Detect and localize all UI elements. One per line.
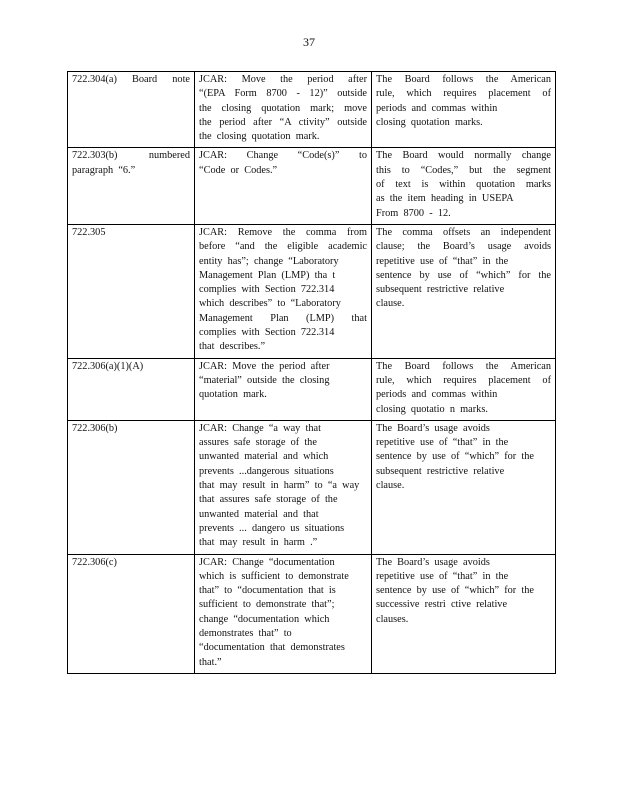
text-line: 722.305: [72, 226, 106, 238]
text-line: periods and commas within: [376, 102, 498, 114]
text-line: From 8700 - 12.: [376, 207, 451, 219]
text-line: sentence by use of “which” for the: [376, 451, 534, 463]
text-line: closing quotatio n marks.: [376, 403, 488, 415]
text-line: which describes” to “Laboratory: [199, 298, 341, 310]
text-line: before “and the eligible academic: [199, 241, 367, 253]
text-line: which is sufficient to demonstrate: [199, 570, 349, 582]
text-line: the period after “A ctivity” outside: [199, 116, 367, 128]
text-line: “(EPA Form 8700 - 12)” outside: [199, 88, 367, 100]
text-line: “documentation that demonstrates: [199, 642, 345, 654]
text-line: The Board follows the American: [376, 360, 551, 372]
text-line: that may result in harm” to “a way: [199, 480, 360, 492]
text-line: 722.303(b) numbered: [72, 150, 190, 162]
text-line: sentence by use of “which” for the: [376, 269, 551, 281]
table-row: [68, 148, 556, 224]
text-line: clause.: [376, 480, 405, 492]
text-line: The Board’s usage avoids: [376, 422, 490, 434]
text-line: The Board’s usage avoids: [376, 556, 490, 568]
reason-cell: [372, 72, 556, 148]
text-line: 722.306(a)(1)(A): [72, 360, 144, 372]
text-line: JCAR: Move the period after: [199, 360, 330, 372]
text-line: prevents ... dangero us situations: [199, 522, 345, 534]
section-cell: [68, 72, 195, 148]
text-line: repetitive use of “that” in the: [376, 570, 509, 582]
text-line: repetitive use of “that” in the: [376, 255, 509, 267]
text-line: “Code or Codes.”: [199, 164, 278, 176]
text-line: unwanted material and which: [199, 451, 329, 463]
text-line: subsequent restrictive relative: [376, 465, 505, 477]
text-line: the closing quotation mark.: [199, 131, 320, 143]
table-row: [68, 358, 556, 420]
text-line: complies with Section 722.314: [199, 284, 335, 296]
text-line: paragraph “6.”: [72, 164, 136, 176]
text-line: successive restri ctive relative: [376, 599, 508, 611]
reason-cell: [372, 554, 556, 673]
text-line: as the item heading in USEPA: [376, 193, 514, 205]
text-line: JCAR: Change “documentation: [199, 556, 335, 568]
text-line: that” to “documentation that is: [199, 585, 336, 597]
section-cell: [68, 358, 195, 420]
table-row: [68, 420, 556, 554]
table-row: [68, 224, 556, 358]
change-cell: [195, 358, 372, 420]
text-line: JCAR: Change “Code(s)” to: [199, 150, 367, 162]
text-line: that may result in harm .”: [199, 537, 318, 549]
text-line: of text is within quotation marks: [376, 179, 551, 191]
text-line: clause; the Board’s usage avoids: [376, 241, 551, 253]
change-cell: [195, 420, 372, 554]
text-line: this to “Codes,” but the segment: [376, 164, 551, 176]
page-number: 37: [303, 35, 315, 49]
section-cell: [68, 554, 195, 673]
text-line: demonstrates that” to: [199, 627, 292, 639]
text-line: closing quotation marks.: [376, 116, 483, 128]
reason-cell: [372, 148, 556, 224]
section-cell: [68, 420, 195, 554]
reason-cell: [372, 420, 556, 554]
text-line: Management Plan (LMP) that: [199, 312, 367, 324]
change-cell: [195, 148, 372, 224]
table-row: [68, 554, 556, 673]
text-line: prevents ...dangerous situations: [199, 465, 334, 477]
reason-cell: [372, 224, 556, 358]
text-line: entity has”; change “Laboratory: [199, 255, 339, 267]
text-line: 722.306(b): [72, 422, 118, 434]
text-line: JCAR: Move the period after: [199, 74, 367, 85]
text-line: 722.306(c): [72, 556, 117, 568]
text-line: quotation mark.: [199, 389, 267, 401]
section-cell: [68, 148, 195, 224]
text-line: JCAR: Remove the comma from: [199, 226, 367, 238]
text-line: assures safe storage of the: [199, 437, 317, 449]
text-line: rule, which requires placement of: [376, 374, 551, 386]
text-line: 722.304(a) Board note: [72, 74, 190, 85]
text-line: unwanted material and that: [199, 508, 319, 520]
text-line: the closing quotation mark; move: [199, 102, 367, 114]
change-cell: [195, 554, 372, 673]
text-line: JCAR: Change “a way that: [199, 422, 321, 434]
text-line: complies with Section 722.314: [199, 327, 335, 339]
comments-table: [67, 71, 556, 674]
text-line: clauses.: [376, 613, 409, 625]
text-line: periods and commas within: [376, 389, 498, 401]
text-line: subsequent restrictive relative: [376, 284, 505, 296]
text-line: The Board would normally change: [376, 150, 551, 162]
change-cell: [195, 224, 372, 358]
table-row: [68, 72, 556, 148]
reason-cell: [372, 358, 556, 420]
text-line: that assures safe storage of the: [199, 494, 338, 506]
text-line: sentence by use of “which” for the: [376, 585, 534, 597]
text-line: rule, which requires placement of: [376, 88, 551, 100]
text-line: clause.: [376, 298, 405, 310]
text-line: The comma offsets an independent: [376, 226, 551, 238]
text-line: that describes.”: [199, 341, 266, 353]
text-line: that.”: [199, 656, 222, 668]
text-line: repetitive use of “that” in the: [376, 437, 509, 449]
text-line: sufficient to demonstrate that”;: [199, 599, 335, 611]
text-line: Management Plan (LMP) tha t: [199, 269, 336, 281]
text-line: “material” outside the closing: [199, 374, 330, 386]
text-line: change “documentation which: [199, 613, 330, 625]
section-cell: [68, 224, 195, 358]
change-cell: [195, 72, 372, 148]
text-line: The Board follows the American: [376, 74, 551, 85]
